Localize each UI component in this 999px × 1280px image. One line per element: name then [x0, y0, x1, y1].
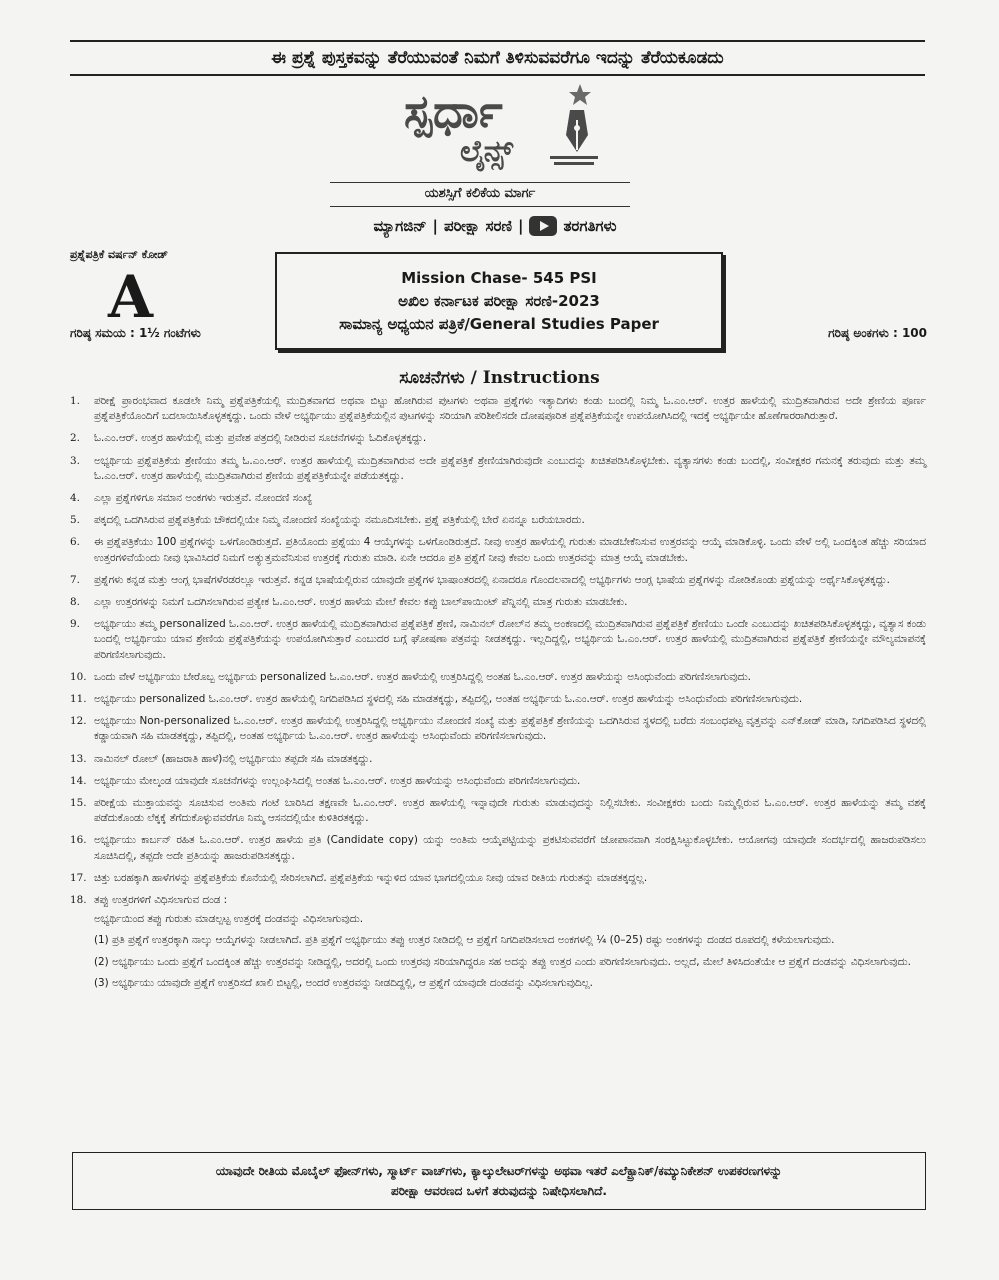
instruction-text: ಪ್ರಶ್ನೆಗಳು ಕನ್ನಡ ಮತ್ತು ಆಂಗ್ಲ ಭಾಷೆಗಳೆರಡರಲ್ಲೂ ಇರುತ್ತವೆ. ಕನ್ನಡ ಭಾಷೆಯಲ್ಲಿರುವ ಯಾವುದೇ ಪ್ರಶ್ನೆಗಳ ಭಾಷಾಂತರದಲ್ಲಿ ಏನಾದರೂ ಗೊಂದಲವಾದಲ್ಲಿ ಅಭ್ಯರ್ಥಿಗಳು ಆಂಗ್ಲ ಭಾಷೆಯ ಪ್ರಶ್ನೆಗಳನ್ನು ನೋಡಿಕೊಂಡು ಪ್ರಶ್ನೆಯನ್ನು ಅರ್ಥೈಸಿಕೊಳ್ಳತಕ್ಕದ್ದು.: [94, 573, 890, 586]
instructions-heading: [0, 368, 999, 388]
instruction-number: 8.: [70, 596, 80, 609]
instruction-item: [70, 617, 926, 663]
instruction-item: [70, 535, 926, 565]
instruction-item: [70, 692, 926, 707]
instruction-text: ಅಭ್ಯರ್ಥಿಯು ಮೇಲ್ಕಂಡ ಯಾವುದೇ ಸೂಚನೆಗಳನ್ನು ಉಲ್ಲಂಘಿಸಿದಲ್ಲಿ ಅಂತಹ ಓ.ಎಂ.ಆರ್. ಉತ್ತರ ಹಾಳೆಯನ್ನು ಅಸಿಂಧುವೆಂದು ಪರಿಗಣಿಸಲಾಗುವುದು.: [94, 774, 581, 787]
instruction-item: [70, 893, 926, 997]
penalty-point-2: (2) ಅಭ್ಯರ್ಥಿಯು ಒಂದು ಪ್ರಶ್ನೆಗೆ ಒಂದಕ್ಕಿಂತ ಹೆಚ್ಚು ಉತ್ತರವನ್ನು ನೀಡಿದ್ದಲ್ಲಿ, ಅದರಲ್ಲಿ ಒಂದು ಉತ್ತರವು ಸರಿಯಾಗಿದ್ದರೂ ಸಹ ಅದನ್ನು ತಪ್ಪು ಉತ್ತರ ಎಂದು ಪರಿಗಣಿಸಲಾಗುವುದು. ಅಲ್ಲದೆ, ಮೇಲೆ ತಿಳಿಸಿದಂತೆಯೇ ಆ ಪ್ರಶ್ನೆಗೆ ದಂಡವನ್ನು ವಿಧಿಸಲಾಗುವುದು.: [94, 955, 911, 968]
menu-item-test-series: ಪರೀಕ್ಷಾ ಸರಣಿ: [444, 217, 512, 235]
penalty-point-3: (3) ಅಭ್ಯರ್ಥಿಯು ಯಾವುದೇ ಪ್ರಶ್ನೆಗೆ ಉತ್ತರಿಸದೆ ಖಾಲಿ ಬಿಟ್ಟಲ್ಲಿ, ಅಂದರೆ ಉತ್ತರವನ್ನು ನೀಡದಿದ್ದಲ್ಲಿ, ಆ ಪ್ರಶ್ನೆಗೆ ಯಾವುದೇ ದಂಡವನ್ನು ವಿಧಿಸಲಾಗುವುದಿಲ್ಲ.: [94, 976, 593, 989]
brand-logo: [390, 80, 610, 180]
logo-text-secondary: ಲೈನ್ಸ್: [460, 134, 514, 169]
exam-title-line1: Mission Chase- 545 PSI: [401, 268, 597, 287]
instruction-penalty-block: [94, 893, 926, 997]
instruction-number: 9.: [70, 618, 80, 631]
instruction-text: ಚಿತ್ತು ಬರಹಕ್ಕಾಗಿ ಹಾಳೆಗಳನ್ನು ಪ್ರಶ್ನೆಪತ್ರಿಕೆಯ ಕೊನೆಯಲ್ಲಿ ಸೇರಿಸಲಾಗಿದೆ. ಪ್ರಶ್ನೆಪತ್ರಿಕೆಯ ಇನ್ನುಳಿದ ಯಾವ ಭಾಗದಲ್ಲಿಯೂ ನೀವು ಯಾವ ರೀತಿಯ ಗುರುತನ್ನು ಮಾಡತಕ್ಕದ್ದಲ್ಲ.: [94, 871, 648, 884]
exam-title-box: [275, 252, 723, 350]
instruction-text: ಎಲ್ಲಾ ಉತ್ತರಗಳನ್ನು ನಿಮಗೆ ಒದಗಿಸಲಾಗಿರುವ ಪ್ರತ್ಯೇಕ ಓ.ಎಂ.ಆರ್. ಉತ್ತರ ಹಾಳೆಯ ಮೇಲೆ ಕೇವಲ ಕಪ್ಪು ಬಾಲ್‌ಪಾಯಿಂಟ್ ಪೆನ್ನಿನಲ್ಲಿ ಮಾತ್ರ ಗುರುತು ಮಾಡಬೇಕು.: [94, 596, 628, 609]
instruction-number: 4.: [70, 492, 80, 505]
exam-title-line3: ಸಾಮಾನ್ಯ ಅಧ್ಯಯನ ಪತ್ರಿಕೆ/General Studies Paper: [339, 314, 659, 333]
instruction-number: 13.: [70, 752, 87, 765]
tagline-bottom-rule: [330, 206, 630, 207]
instruction-item: [70, 431, 926, 446]
instruction-text: ಎಲ್ಲಾ ಪ್ರಶ್ನೆಗಳಿಗೂ ಸಮಾನ ಅಂಕಗಳು ಇರುತ್ತವೆ. ನೋಂದಣಿ ಸಂಖ್ಯೆ: [94, 492, 313, 505]
exam-title-line2: ಅಖಿಲ ಕರ್ನಾಟಕ ಪರೀಕ್ಷಾ ಸರಣಿ-2023: [398, 291, 600, 310]
instruction-text: ಈ ಪ್ರಶ್ನೆಪತ್ರಿಕೆಯು 100 ಪ್ರಶ್ನೆಗಳನ್ನು ಒಳಗೊಂಡಿರುತ್ತದೆ. ಪ್ರತಿಯೊಂದು ಪ್ರಶ್ನೆಯು 4 ಆಯ್ಕೆಗಳನ್ನು ಒಳಗೊಂಡಿರುತ್ತದೆ. ನೀವು ಉತ್ತರ ಹಾಳೆಯಲ್ಲಿ ಗುರುತು ಮಾಡಬೇಕೆನಿಸುವ ಉತ್ತರವನ್ನು ಆಯ್ಕೆ ಮಾಡಿಕೊಳ್ಳಿ. ಒಂದು ವೇಳೆ ಅಲ್ಲಿ ಒಂದಕ್ಕಿಂತ ಹೆಚ್ಚು ಸರಿಯಾದ ಉತ್ತರಗಳಿವೆಯೆಂದು ನೀವು ಭಾವಿಸಿದರೆ ನಿಮಗೆ ಅತ್ಯುತ್ತಮವೆನಿಸುವ ಉತ್ತರಕ್ಕೆ ಗುರುತು ಮಾಡಿ. ಏನೇ ಆದರೂ ಪ್ರತಿ ಪ್ರಶ್ನೆಗೆ ನೀವು ಕೇವಲ ಒಂದು ಉತ್ತರವನ್ನು ಮಾತ್ರ ಆಯ್ಕೆ ಮಾಡಬೇಕು.: [94, 536, 926, 564]
version-code: A: [108, 263, 154, 331]
instruction-number: 7.: [70, 573, 80, 586]
instruction-text: ಒಂದು ವೇಳೆ ಅಭ್ಯರ್ಥಿಯು ಬೇರೊಬ್ಬ ಅಭ್ಯರ್ಥಿಯ personalized ಓ.ಎಂ.ಆರ್. ಉತ್ತರ ಹಾಳೆಯಲ್ಲಿ ಉತ್ತರಿಸಿದ್ದಲ್ಲಿ ಅಂತಹ ಓ.ಎಂ.ಆರ್. ಉತ್ತರ ಹಾಳೆಯನ್ನು ಅಸಿಂಧುವೆಂದು ಪರಿಗಣಿಸಲಾಗುವುದು.: [94, 670, 751, 683]
instruction-number: 5.: [70, 514, 80, 527]
instruction-number: 12.: [70, 715, 87, 728]
instruction-text: ಅಭ್ಯರ್ಥಿಯು ತಮ್ಮ personalized ಓ.ಎಂ.ಆರ್. ಉತ್ತರ ಹಾಳೆಯಲ್ಲಿ ಮುದ್ರಿತವಾಗಿರುವ ಪ್ರಶ್ನೆಪತ್ರಿಕೆ ಶ್ರೇಣಿ, ನಾಮಿನಲ್ ರೋಲ್‌ನ ತಮ್ಮ ಅಂಕಣದಲ್ಲಿ ಮುದ್ರಿತವಾಗಿರುವ ಪ್ರಶ್ನೆಪತ್ರಿಕೆ ಶ್ರೇಣಿಯು ಒಂದೇ ಎಂಬುದನ್ನು ಖಚಿತಪಡಿಸಿಕೊಳ್ಳತಕ್ಕದ್ದು, ವ್ಯತ್ಯಾಸ ಕಂಡು ಬಂದಲ್ಲಿ ಅಭ್ಯರ್ಥಿಯು ಯಾವ ಶ್ರೇಣಿಯ ಪ್ರಶ್ನೆಪತ್ರಿಕೆಯನ್ನು ಉಪಯೋಗಿಸುತ್ತಾರೆ ಎಂಬುದರ ಬಗ್ಗೆ ಘೋಷಣಾ ಪತ್ರವನ್ನು ನೀಡತಕ್ಕದ್ದು. ಇಲ್ಲದಿದ್ದಲ್ಲಿ, ಅಭ್ಯರ್ಥಿಯ ಓ.ಎಂ.ಆರ್. ಉತ್ತರ ಹಾಳೆಯಲ್ಲಿ ಮುದ್ರಿತವಾಗಿರುವ ಪ್ರಶ್ನೆಪತ್ರಿಕೆ ಶ್ರೇಣಿಯನ್ನೇ ಮೌಲ್ಯಮಾಪನಕ್ಕೆ ಪರಿಗಣಿಸಲಾಗುವುದು.: [94, 618, 926, 661]
logo-text-primary: ಸ್ಪರ್ಧಾ: [404, 84, 504, 138]
instruction-item: [70, 774, 926, 789]
penalty-details: [94, 912, 926, 991]
instruction-text: ಪರೀಕ್ಷೆಯ ಮುಕ್ತಾಯವನ್ನು ಸೂಚಿಸುವ ಅಂತಿಮ ಗಂಟೆ ಬಾರಿಸಿದ ತಕ್ಷಣವೇ ಓ.ಎಂ.ಆರ್. ಉತ್ತರ ಹಾಳೆಯಲ್ಲಿ ಇನ್ನಾವುದೇ ಗುರುತು ಮಾಡುವುದನ್ನು ನಿಲ್ಲಿಸಬೇಕು. ಸಂವೀಕ್ಷಕರು ಬಂದು ನಿಮ್ಮಲ್ಲಿರುವ ಓ.ಎಂ.ಆರ್. ಉತ್ತರ ಹಾಳೆಯನ್ನು ತಮ್ಮ ವಶಕ್ಕೆ ಪಡೆದುಕೊಂಡು ಲೆಕ್ಕಕ್ಕೆ ತೆಗೆದುಕೊಳ್ಳುವವರೆಗೂ ನಿಮ್ಮ ಆಸನದಲ್ಲಿಯೇ ಕುಳಿತಿರತಕ್ಕದ್ದು.: [94, 797, 926, 825]
penalty-point-1: (1) ಪ್ರತಿ ಪ್ರಶ್ನೆಗೆ ಉತ್ತರಕ್ಕಾಗಿ ನಾಲ್ಕು ಆಯ್ಕೆಗಳನ್ನು ನೀಡಲಾಗಿದೆ. ಪ್ರತಿ ಪ್ರಶ್ನೆಗೆ ಅಭ್ಯರ್ಥಿಯು ತಪ್ಪು ಉತ್ತರ ನೀಡಿದಲ್ಲಿ ಆ ಪ್ರಶ್ನೆಗೆ ನಿಗದಿಪಡಿಸಲಾದ ಅಂಕಗಳಲ್ಲಿ ¼ (0–25) ರಷ್ಟು ಅಂಕಗಳನ್ನು ದಂಡದ ರೂಪದಲ್ಲಿ ಕಳೆಯಲಾಗುವುದು.: [94, 934, 835, 947]
instruction-item: [70, 833, 926, 863]
instruction-text: ನಾಮಿನಲ್ ರೋಲ್ (ಹಾಜರಾತಿ ಹಾಳೆ)ನಲ್ಲಿ ಅಭ್ಯರ್ಥಿಯು ತಪ್ಪದೇ ಸಹಿ ಮಾಡತಕ್ಕದ್ದು.: [94, 752, 373, 765]
instruction-number: 18.: [70, 894, 87, 907]
instruction-number: 16.: [70, 834, 87, 847]
instructions-heading-kn: ಸೂಚನೆಗಳು: [399, 368, 465, 388]
pen-nib-icon: [540, 80, 600, 170]
instruction-text: ಓ.ಎಂ.ಆರ್. ಉತ್ತರ ಹಾಳೆಯಲ್ಲಿ ಮತ್ತು ಪ್ರವೇಶ ಪತ್ರದಲ್ಲಿ ನೀಡಿರುವ ಸೂಚನೆಗಳನ್ನು ಓದಿಕೊಳ್ಳತಕ್ಕದ್ದು.: [94, 432, 427, 445]
product-menu: [330, 216, 660, 236]
tagline-top-rule: [330, 182, 630, 183]
menu-separator: |: [518, 217, 524, 235]
instruction-text: ತಪ್ಪು ಉತ್ತರಗಳಿಗೆ ವಿಧಿಸಲಾಗುವ ದಂಡ :: [94, 894, 228, 907]
instruction-text: ಅಭ್ಯರ್ಥಿಯು ಕಾರ್ಬನ್ ರಹಿತ ಓ.ಎಂ.ಆರ್. ಉತ್ತರ ಹಾಳೆಯ ಪ್ರತಿ (Candidate copy) ಯನ್ನು ಅಂತಿಮ ಆಯ್ಕೆಪಟ್ಟಿಯನ್ನು ಪ್ರಕಟಿಸುವವರೆಗೆ ಜೋಪಾನವಾಗಿ ಸಂರಕ್ಷಿಸಿಟ್ಟುಕೊಳ್ಳಬೇಕು. ಆಯೋಗವು ಯಾವುದೇ ಸಂದರ್ಭದಲ್ಲಿ ಹಾಜರುಪಡಿಸಲು ಸೂಚಿಸಿದಲ್ಲಿ, ತಪ್ಪದೇ ಅದೇ ಪ್ರತಿಯನ್ನು ಹಾಜರುಪಡಿಸತಕ್ಕದ್ದು.: [94, 834, 926, 862]
instruction-number: 3.: [70, 454, 80, 467]
instruction-item: [70, 796, 926, 826]
tagline: ಯಶಸ್ಸಿಗೆ ಕಲಿಕೆಯ ಮಾರ್ಗ: [424, 186, 536, 201]
instruction-number: 15.: [70, 797, 87, 810]
instruction-number: 10.: [70, 670, 87, 683]
instruction-text: ಅಭ್ಯರ್ಥಿಯ ಪ್ರಶ್ನೆಪತ್ರಿಕೆಯ ಶ್ರೇಣಿಯು ತಮ್ಮ ಓ.ಎಂ.ಆರ್. ಉತ್ತರ ಹಾಳೆಯಲ್ಲಿ ಮುದ್ರಿತವಾಗಿರುವ ಅದೇ ಪ್ರಶ್ನೆಪತ್ರಿಕೆ ಶ್ರೇಣಿಯಾಗಿರುವುದೇ ಎಂಬುದನ್ನು ಖಚಿತಪಡಿಸಿಕೊಳ್ಳಬೇಕು. ವ್ಯತ್ಯಾಸಗಳು ಕಂಡು ಬಂದಲ್ಲಿ, ಸಂವೀಕ್ಷಕರ ಗಮನಕ್ಕೆ ತರುವುದು ಮತ್ತು ತಮ್ಮ ಓ.ಎಂ.ಆರ್. ಉತ್ತರ ಹಾಳೆಯಲ್ಲಿ ಮುದ್ರಿತವಾಗಿರುವ ಶ್ರೇಣಿಯ ಪ್ರಶ್ನೆಪತ್ರಿಕೆಯನ್ನೇ ಪಡೆಯತಕ್ಕದ್ದು.: [94, 454, 926, 482]
instruction-number: 2.: [70, 432, 80, 445]
instruction-item: [70, 573, 926, 588]
notice-line-2: ಪರೀಕ್ಷಾ ಆವರಣದ ಒಳಗೆ ತರುವುದನ್ನು ನಿಷೇಧಿಸಲಾಗಿದೆ.: [391, 1184, 607, 1198]
menu-separator: |: [432, 217, 439, 235]
instruction-item: [70, 670, 926, 685]
penalty-intro: ಅಭ್ಯರ್ಥಿಯಿಂದ ತಪ್ಪು ಗುರುತು ಮಾಡಲ್ಪಟ್ಟ ಉತ್ತರಕ್ಕೆ ದಂಡವನ್ನು ವಿಧಿಸಲಾಗುವುದು.: [94, 913, 364, 926]
instruction-item: [70, 595, 926, 610]
instruction-text: ಪರೀಕ್ಷೆ ಪ್ರಾರಂಭವಾದ ಕೂಡಲೇ ನಿಮ್ಮ ಪ್ರಶ್ನೆಪತ್ರಿಕೆಯಲ್ಲಿ ಮುದ್ರಿತವಾಗದ ಅಥವಾ ಬಿಟ್ಟು ಹೋಗಿರುವ ಪುಟಗಳು ಅಥವಾ ಪ್ರಶ್ನೆಗಳು ಇತ್ಯಾದಿಗಳು ಕಂಡು ಬಂದಲ್ಲಿ ನಿಮ್ಮ ಓ.ಎಂ.ಆರ್. ಉತ್ತರ ಹಾಳೆಯಲ್ಲಿ ಮುದ್ರಿತವಾಗಿರುವ ಅದೇ ಶ್ರೇಣಿಯ ಪೂರ್ಣ ಪ್ರಶ್ನೆಪತ್ರಿಕೆಯೊಂದಿಗೆ ಬದಲಾಯಿಸಿಕೊಳ್ಳತಕ್ಕದ್ದು. ಒಂದು ವೇಳೆ ಅಭ್ಯರ್ಥಿಯು ಪ್ರಶ್ನೆಪತ್ರಿಕೆಯಲ್ಲಿನ ಪುಟಗಳನ್ನು ಸರಿಯಾಗಿ ಪರಿಶೀಲಿಸದೇ ದೋಷಪೂರಿತ ಪ್ರಶ್ನೆಪತ್ರಿಕೆಯನ್ನೇ ಉಪಯೋಗಿಸಿದಲ್ಲಿ ಇದಕ್ಕೆ ಅಭ್ಯರ್ಥಿಯೇ ಹೊಣೆಗಾರರಾಗಿರುತ್ತಾರೆ.: [94, 395, 926, 423]
instruction-number: 14.: [70, 774, 87, 787]
instruction-item: [70, 491, 926, 506]
instruction-number: 6.: [70, 536, 80, 549]
menu-item-magazine: ಮ್ಯಾಗಜಿನ್: [373, 217, 427, 235]
instruction-number: 1.: [70, 395, 80, 407]
instruction-item: [70, 394, 926, 424]
instruction-item: [70, 454, 926, 484]
instruction-text: ಅಭ್ಯರ್ಥಿಯು personalized ಓ.ಎಂ.ಆರ್. ಉತ್ತರ ಹಾಳೆಯಲ್ಲಿ ನಿಗದಿಪಡಿಸಿದ ಸ್ಥಳದಲ್ಲಿ ಸಹಿ ಮಾಡತಕ್ಕದ್ದು, ತಪ್ಪಿದಲ್ಲಿ, ಅಂತಹ ಅಭ್ಯರ್ಥಿಯ ಓ.ಎಂ.ಆರ್. ಉತ್ತರ ಹಾಳೆಯನ್ನು ಅಸಿಂಧುವೆಂದು ಪರಿಗಣಿಸಲಾಗುವುದು.: [94, 693, 803, 706]
max-marks: ಗರಿಷ್ಠ ಅಂಕಗಳು : 100: [828, 326, 927, 340]
max-time: ಗರಿಷ್ಠ ಸಮಯ : 1½ ಗಂಟೆಗಳು: [70, 326, 201, 340]
instruction-text: ಪಕ್ಕದಲ್ಲಿ ಒದಗಿಸಿರುವ ಪ್ರಶ್ನೆಪತ್ರಿಕೆಯ ಚೌಕದಲ್ಲಿಯೇ ನಿಮ್ಮ ನೋಂದಣಿ ಸಂಖ್ಯೆಯನ್ನು ನಮೂದಿಸಬೇಕು. ಪ್ರಶ್ನೆ ಪತ್ರಿಕೆಯಲ್ಲಿ ಬೇರೆ ಏನನ್ನೂ ಬರೆಯಬಾರದು.: [94, 514, 585, 527]
instructions-heading-en: / Instructions: [464, 368, 600, 388]
instruction-number: 11.: [70, 693, 87, 706]
electronics-prohibited-notice: [72, 1152, 926, 1210]
notice-line-1: ಯಾವುದೇ ರೀತಿಯ ಮೊಬೈಲ್ ಫೋನ್‌ಗಳು, ಸ್ಮಾರ್ಟ್ ವಾಚ್‌ಗಳು, ಕ್ಯಾಲ್ಕುಲೇಟರ್‌ಗಳನ್ನು ಅಥವಾ ಇತರೆ ಎಲೆಕ್ಟ್ರಾನಿಕ್/ಕಮ್ಯುನಿಕೇಶನ್ ಉಪಕರಣಗಳನ್ನು: [215, 1164, 783, 1178]
instruction-number: 17.: [70, 871, 87, 884]
instruction-item: [70, 714, 926, 744]
instruction-item: [70, 752, 926, 767]
instructions-list: [70, 394, 926, 1004]
instruction-item: [70, 871, 926, 886]
menu-item-classes: ತರಗತಿಗಳು: [563, 217, 617, 235]
version-code-label: ಪ್ರಶ್ನೆಪತ್ರಿಕೆ ವರ್ಷನ್ ಕೋಡ್: [70, 248, 168, 261]
do-not-open-warning: ಈ ಪ್ರಶ್ನೆ ಪುಸ್ತಕವನ್ನು ತೆರೆಯುವಂತೆ ನಿಮಗೆ ತಿಳಿಸುವವರೆಗೂ ಇದನ್ನು ತೆರೆಯಕೂಡದು: [70, 40, 925, 76]
instruction-item: [70, 513, 926, 528]
instruction-text: ಅಭ್ಯರ್ಥಿಯು Non-personalized ಓ.ಎಂ.ಆರ್. ಉತ್ತರ ಹಾಳೆಯಲ್ಲಿ ಉತ್ತರಿಸಿದ್ದಲ್ಲಿ ಅಭ್ಯರ್ಥಿಯು ನೋಂದಣಿ ಸಂಖ್ಯೆ ಮತ್ತು ಪ್ರಶ್ನೆಪತ್ರಿಕೆ ಶ್ರೇಣಿಯನ್ನು ಒದಗಿಸಿರುವ ಸ್ಥಳದಲ್ಲಿ ಬರೆದು ಸಂಬಂಧಪಟ್ಟ ವೃತ್ತವನ್ನು ಎನ್‌ಕೋಡ್ ಮಾಡಿ, ನಿಗದಿಪಡಿಸಿದ ಸ್ಥಳದಲ್ಲಿ ಕಡ್ಡಾಯವಾಗಿ ಸಹಿ ಮಾಡತಕ್ಕದ್ದು, ತಪ್ಪಿದಲ್ಲಿ, ಅಂತಹ ಅಭ್ಯರ್ಥಿಯ ಓ.ಎಂ.ಆರ್. ಉತ್ತರ ಹಾಳೆಯನ್ನು ಅಸಿಂಧುವೆಂದು ಪರಿಗಣಿಸಲಾಗುವುದು.: [94, 715, 926, 743]
youtube-icon: [529, 216, 557, 236]
